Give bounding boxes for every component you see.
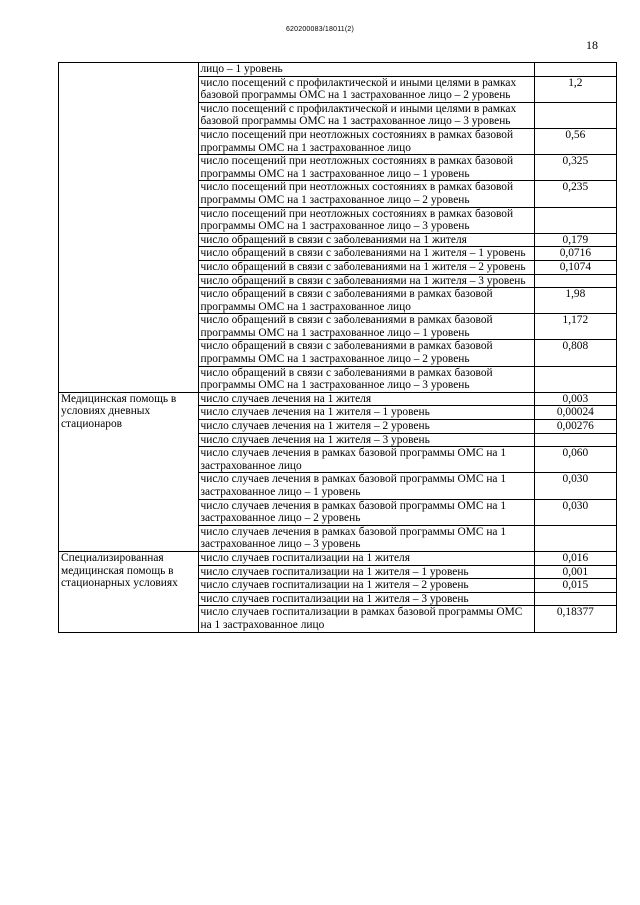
value-cell: 0,179 bbox=[534, 233, 616, 247]
indicator-cell: число посещений при неотложных состояниях в рамках базовой программы ОМС на 1 застрахованное лицо – 1 уровень bbox=[198, 155, 534, 181]
value-cell: 0,325 bbox=[534, 155, 616, 181]
indicator-cell: число случаев лечения в рамках базовой программы ОМС на 1 застрахованное лицо – 3 уровень bbox=[198, 525, 534, 551]
indicator-cell: число случаев госпитализации на 1 жителя – 1 уровень bbox=[198, 565, 534, 579]
indicator-cell: число обращений в связи с заболеваниями на 1 жителя – 3 уровень bbox=[198, 274, 534, 288]
section-cell: Медицинская помощь в условиях дневных стационаров bbox=[59, 392, 199, 551]
value-cell: 0,001 bbox=[534, 565, 616, 579]
indicator-cell: число посещений с профилактической и иными целями в рамках базовой программы ОМС на 1 застрахованное лицо – 3 уровень bbox=[198, 102, 534, 128]
value-cell bbox=[534, 525, 616, 551]
indicator-cell: число случаев лечения на 1 жителя – 2 уровень bbox=[198, 420, 534, 434]
value-cell bbox=[534, 274, 616, 288]
section-cell bbox=[59, 63, 199, 393]
value-cell: 1,98 bbox=[534, 288, 616, 314]
value-cell: 0,808 bbox=[534, 340, 616, 366]
indicator-cell: число случаев госпитализации в рамках базовой программы ОМС на 1 застрахованное лицо bbox=[198, 606, 534, 632]
value-cell: 0,18377 bbox=[534, 606, 616, 632]
value-cell: 0,00024 bbox=[534, 406, 616, 420]
indicator-cell: число случаев госпитализации на 1 жителя bbox=[198, 551, 534, 565]
table-row bbox=[59, 551, 617, 565]
value-cell bbox=[534, 63, 616, 77]
value-cell: 1,2 bbox=[534, 76, 616, 102]
indicator-cell: число случаев лечения на 1 жителя bbox=[198, 392, 534, 406]
indicator-cell: число случаев лечения на 1 жителя – 1 уровень bbox=[198, 406, 534, 420]
value-cell bbox=[534, 433, 616, 447]
indicator-cell: число обращений в связи с заболеваниями на 1 жителя – 2 уровень bbox=[198, 260, 534, 274]
indicator-cell: число обращений в связи с заболеваниями в рамках базовой программы ОМС на 1 застрахованное лицо – 2 уровень bbox=[198, 340, 534, 366]
value-cell: 0,00276 bbox=[534, 420, 616, 434]
value-cell: 0,1074 bbox=[534, 260, 616, 274]
indicator-cell: число обращений в связи с заболеваниями в рамках базовой программы ОМС на 1 застрахованное лицо – 3 уровень bbox=[198, 366, 534, 392]
value-cell bbox=[534, 592, 616, 606]
value-cell bbox=[534, 207, 616, 233]
indicator-cell: число случаев лечения в рамках базовой программы ОМС на 1 застрахованное лицо – 1 уровень bbox=[198, 473, 534, 499]
value-cell: 0,56 bbox=[534, 128, 616, 154]
indicator-cell: число обращений в связи с заболеваниями в рамках базовой программы ОМС на 1 застрахованное лицо – 1 уровень bbox=[198, 314, 534, 340]
value-cell: 0,030 bbox=[534, 499, 616, 525]
indicator-cell: число обращений в связи с заболеваниями на 1 жителя bbox=[198, 233, 534, 247]
table-row bbox=[59, 63, 617, 77]
indicator-cell: число обращений в связи с заболеваниями на 1 жителя – 1 уровень bbox=[198, 247, 534, 261]
document-code: 620200083/18011(2) bbox=[285, 26, 355, 33]
indicators-table bbox=[58, 62, 617, 633]
page-number: 18 bbox=[586, 38, 598, 52]
value-cell: 0,016 bbox=[534, 551, 616, 565]
value-cell: 0,060 bbox=[534, 447, 616, 473]
indicator-cell: число обращений в связи с заболеваниями в рамках базовой программы ОМС на 1 застрахованное лицо bbox=[198, 288, 534, 314]
indicator-cell: число случаев лечения в рамках базовой программы ОМС на 1 застрахованное лицо bbox=[198, 447, 534, 473]
value-cell: 0,0716 bbox=[534, 247, 616, 261]
value-cell: 0,235 bbox=[534, 181, 616, 207]
indicator-cell: число посещений при неотложных состояниях в рамках базовой программы ОМС на 1 застрахованное лицо – 2 уровень bbox=[198, 181, 534, 207]
indicator-cell: число случаев госпитализации на 1 жителя – 3 уровень bbox=[198, 592, 534, 606]
indicator-cell: число посещений с профилактической и иными целями в рамках базовой программы ОМС на 1 застрахованное лицо – 2 уровень bbox=[198, 76, 534, 102]
indicator-cell: число случаев госпитализации на 1 жителя – 2 уровень bbox=[198, 579, 534, 593]
section-cell: Специализированная медицинская помощь в стационарных условиях bbox=[59, 551, 199, 632]
value-cell bbox=[534, 102, 616, 128]
indicator-cell: число посещений при неотложных состояниях в рамках базовой программы ОМС на 1 застрахованное лицо – 3 уровень bbox=[198, 207, 534, 233]
value-cell: 0,030 bbox=[534, 473, 616, 499]
indicator-cell: число случаев лечения на 1 жителя – 3 уровень bbox=[198, 433, 534, 447]
value-cell: 1,172 bbox=[534, 314, 616, 340]
table-row bbox=[59, 392, 617, 406]
indicator-cell: лицо – 1 уровень bbox=[198, 63, 534, 77]
value-cell: 0,003 bbox=[534, 392, 616, 406]
indicators-table-body bbox=[59, 63, 617, 633]
value-cell bbox=[534, 366, 616, 392]
value-cell: 0,015 bbox=[534, 579, 616, 593]
indicator-cell: число посещений при неотложных состояниях в рамках базовой программы ОМС на 1 застрахованное лицо bbox=[198, 128, 534, 154]
indicator-cell: число случаев лечения в рамках базовой программы ОМС на 1 застрахованное лицо – 2 уровень bbox=[198, 499, 534, 525]
